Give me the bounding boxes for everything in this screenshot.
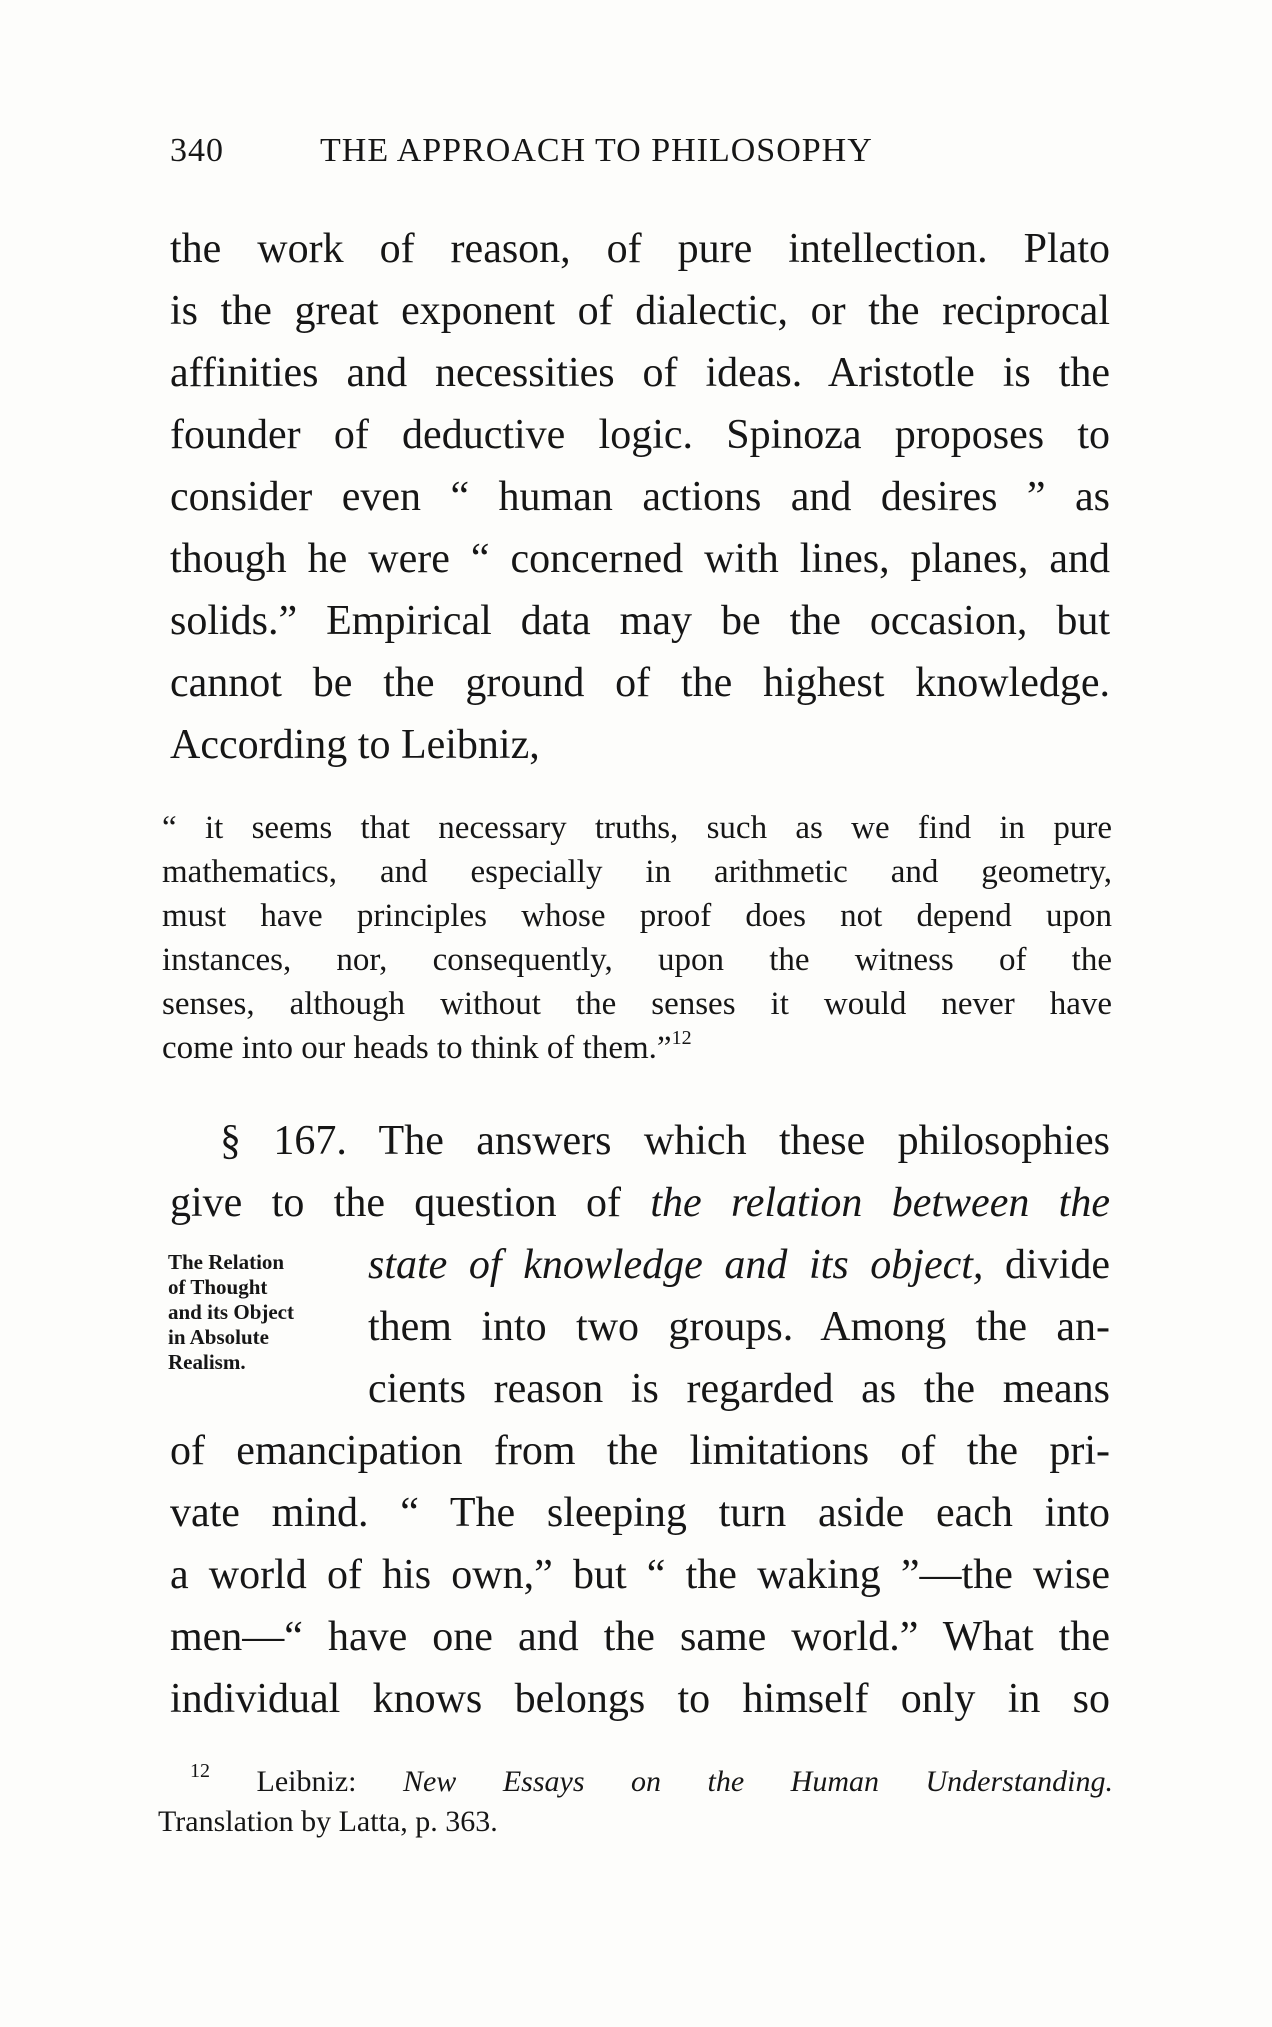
margin-note bbox=[168, 1250, 368, 1375]
text-line: consider even “ human actions and desires ” as bbox=[170, 474, 1110, 520]
text-line: them into two groups. Among the an- bbox=[368, 1304, 1110, 1350]
italic-phrase: state of knowledge and its object, bbox=[368, 1242, 984, 1288]
quote-line-last bbox=[162, 1026, 1112, 1070]
text-line: vate mind. “ The sleeping turn aside each into bbox=[170, 1490, 1110, 1536]
text-line: founder of deductive logic. Spinoza proposes to bbox=[170, 412, 1110, 458]
text-line: cients reason is regarded as the means bbox=[368, 1366, 1110, 1412]
quote-line-text: come into our heads to think of them.” bbox=[162, 1030, 672, 1066]
text-line: individual knows belongs to himself only in so bbox=[170, 1676, 1110, 1722]
quote-line: “ it seems that necessary truths, such as we find in pure bbox=[162, 810, 1112, 846]
footnote-line bbox=[158, 1762, 1113, 1802]
text-line: cannot be the ground of the highest knowledge. bbox=[170, 660, 1110, 706]
running-title: THE APPROACH TO PHILOSOPHY bbox=[320, 132, 873, 169]
quote-line: mathematics, and especially in arithmetic and geometry, bbox=[162, 854, 1112, 890]
footnote-title: New Essays on the Human Understanding. bbox=[402, 1765, 1113, 1798]
text-line: of emancipation from the limitations of the pri- bbox=[170, 1428, 1110, 1474]
text-line bbox=[170, 1172, 1110, 1234]
running-header bbox=[170, 132, 1110, 180]
text-line: men—“ have one and the same world.” What the bbox=[170, 1614, 1110, 1660]
footnote-line: Translation by Latta, p. 363. bbox=[158, 1805, 498, 1838]
margin-note-line: The Relation bbox=[168, 1250, 285, 1274]
leibniz-quote bbox=[162, 806, 1112, 1070]
quote-line: instances, nor, consequently, upon the witness of the bbox=[162, 942, 1112, 978]
margin-note-line: Realism. bbox=[168, 1350, 246, 1374]
footnote-reference[interactable]: 12 bbox=[671, 1027, 692, 1049]
quote-line: must have principles whose proof does not depend upon bbox=[162, 898, 1112, 934]
text-line: the work of reason, of pure intellection. Plato bbox=[170, 226, 1110, 272]
italic-phrase: the relation between the bbox=[650, 1180, 1110, 1226]
text-span: give to the question of bbox=[170, 1180, 651, 1226]
text-line: though he were “ concerned with lines, planes, and bbox=[170, 536, 1110, 582]
text-line: According to Leibniz, bbox=[170, 722, 540, 768]
text-span: divide bbox=[983, 1242, 1110, 1288]
quote-line: senses, although without the senses it would never have bbox=[162, 986, 1112, 1022]
footnote-author: Leibniz: bbox=[256, 1765, 403, 1798]
paragraph-reason bbox=[170, 218, 1110, 776]
paragraph-section-167 bbox=[170, 1110, 1110, 1730]
text-line: a world of his own,” but “ the waking ”—the wise bbox=[170, 1552, 1110, 1598]
footnote-number: 12 bbox=[190, 1760, 210, 1782]
text-line: § 167. The answers which these philosophies bbox=[220, 1118, 1110, 1164]
margin-note-line: in Absolute bbox=[168, 1325, 269, 1349]
margin-note-line: of Thought bbox=[168, 1275, 268, 1299]
page-number: 340 bbox=[170, 132, 224, 169]
margin-note-line: and its Object bbox=[168, 1300, 294, 1324]
text-line: affinities and necessities of ideas. Aristotle is the bbox=[170, 350, 1110, 396]
footnote bbox=[158, 1762, 1113, 1842]
text-line: is the great exponent of dialectic, or the reciprocal bbox=[170, 288, 1110, 334]
text-line: solids.” Empirical data may be the occasion, but bbox=[170, 598, 1110, 644]
